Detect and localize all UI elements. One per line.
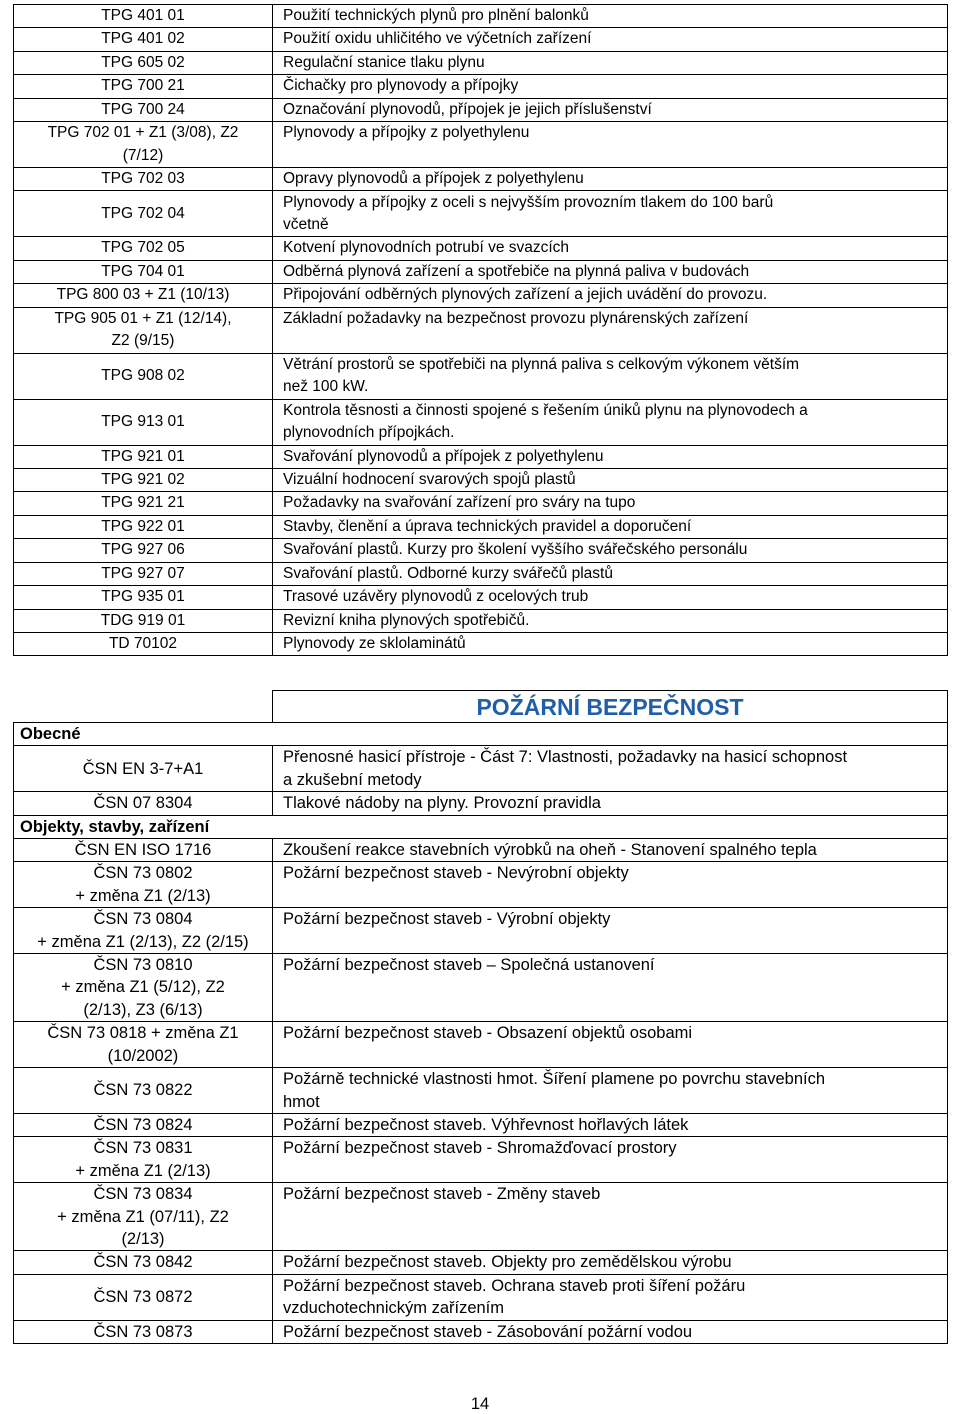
cell-line: Plynovody a přípojky z polyethylenu — [283, 124, 530, 142]
table-row — [14, 445, 948, 468]
standard-description — [273, 1183, 948, 1251]
cell-line: Označování plynovodů, přípojek je jejich příslušenství — [283, 100, 652, 118]
cell-line: Kontrola těsnosti a činnosti spojené s řešením úniků plynu na plynovodech a — [283, 401, 808, 419]
table-row — [14, 122, 948, 168]
cell-line: Tlakové nádoby na plyny. Provozní pravidla — [283, 794, 601, 813]
table-row — [14, 353, 948, 399]
standard-code — [14, 632, 273, 655]
standard-description — [273, 1068, 948, 1114]
table-row — [14, 75, 948, 98]
cell-line: ČSN 73 0818 + změna Z1 — [47, 1024, 239, 1043]
standard-code — [14, 28, 273, 51]
standard-code — [14, 51, 273, 74]
table-row — [14, 98, 948, 121]
table-row — [14, 399, 948, 445]
standard-description — [273, 5, 948, 28]
cell-line: TPG 702 05 — [101, 239, 185, 257]
standard-description — [273, 260, 948, 283]
cell-line: Požární bezpečnost staveb - Zásobování požární vodou — [283, 1322, 693, 1341]
table-row — [14, 562, 948, 585]
cell-line: TPG 702 04 — [101, 204, 185, 222]
table-row — [14, 1183, 948, 1251]
table-row — [14, 469, 948, 492]
standard-description — [273, 1251, 948, 1274]
standard-description — [273, 191, 948, 237]
standard-code — [14, 839, 273, 862]
cell-line: TPG 935 01 — [101, 588, 185, 606]
standard-code — [14, 609, 273, 632]
group-title-row — [14, 815, 948, 838]
standard-description — [273, 515, 948, 538]
cell-line: Použití oxidu uhličitého ve výčetních zařízení — [283, 30, 592, 48]
cell-line: Opravy plynovodů a přípojek z polyethylenu — [283, 170, 584, 188]
standard-description — [273, 445, 948, 468]
group-title: Obecné — [14, 723, 273, 746]
standard-description — [273, 168, 948, 191]
standard-description — [273, 353, 948, 399]
standard-code — [14, 353, 273, 399]
table-row — [14, 1022, 948, 1068]
table-row — [14, 5, 948, 28]
table-row — [14, 1137, 948, 1183]
cell-line: Požární bezpečnost staveb - Změny staveb — [283, 1185, 601, 1204]
standard-code — [14, 191, 273, 237]
table-row — [14, 1251, 948, 1274]
standard-code — [14, 98, 273, 121]
standard-code — [14, 1068, 273, 1114]
table-row — [14, 908, 948, 954]
standard-description — [273, 122, 948, 168]
cell-line: ČSN 73 0872 — [93, 1287, 193, 1306]
cell-line: Použití technických plynů pro plnění balonků — [283, 7, 589, 24]
standard-description — [273, 1274, 948, 1320]
standard-description — [273, 862, 948, 908]
table-row — [14, 492, 948, 515]
standard-code — [14, 469, 273, 492]
standard-code — [14, 5, 273, 28]
table-row — [14, 632, 948, 655]
standard-description — [273, 792, 948, 815]
standard-code — [14, 168, 273, 191]
standard-code — [14, 562, 273, 585]
cell-line: Požadavky na svařování zařízení pro sváry na tupo — [283, 494, 636, 512]
cell-line: TPG 401 02 — [101, 30, 185, 48]
standard-code — [14, 515, 273, 538]
standard-code — [14, 1183, 273, 1251]
cell-line: Požární bezpečnost staveb - Obsazení objektů osobami — [283, 1024, 693, 1043]
standard-description — [273, 908, 948, 954]
cell-line: TPG 704 01 — [101, 262, 185, 280]
cell-line: Požárně technické vlastnosti hmot. Šíření plamene po povrchu stavebních — [283, 1070, 826, 1089]
cell-line: Požární bezpečnost staveb. Výhřevnost hořlavých látek — [283, 1115, 689, 1134]
section-heading: POŽÁRNÍ BEZPEČNOST — [273, 691, 948, 723]
cell-line: Plynovody ze sklolaminátů — [283, 634, 466, 652]
cell-line: + změna Z1 (2/13), Z2 (2/15) — [37, 932, 249, 951]
standard-description — [273, 469, 948, 492]
standard-description — [273, 1022, 948, 1068]
table-row — [14, 515, 948, 538]
cell-line: TPG 905 01 + Z1 (12/14), — [54, 309, 232, 327]
cell-line: ČSN 73 0804 — [93, 910, 193, 929]
standard-code — [14, 954, 273, 1022]
cell-line: a zkušební metody — [283, 770, 422, 789]
standard-code — [14, 237, 273, 260]
standard-description — [273, 307, 948, 353]
table-row — [14, 954, 948, 1022]
cell-line: Plynovody a přípojky z oceli s nejvyšším provozním tlakem do 100 barů — [283, 193, 774, 211]
cell-line: TPG 927 06 — [101, 541, 185, 559]
cell-line: TPG 908 02 — [101, 366, 185, 384]
table-row — [14, 862, 948, 908]
page-number: 14 — [470, 1395, 490, 1413]
cell-line: Revizní kniha plynových spotřebičů. — [283, 611, 530, 629]
table-row — [14, 1274, 948, 1320]
cell-line: ČSN 73 0822 — [93, 1081, 193, 1100]
cell-line: TD 70102 — [108, 634, 178, 652]
fire-safety-table — [13, 690, 948, 1344]
standard-code — [14, 1320, 273, 1343]
table-row — [14, 168, 948, 191]
standard-code — [14, 492, 273, 515]
standard-description — [273, 586, 948, 609]
standard-description — [273, 492, 948, 515]
cell-line: Regulační stanice tlaku plynu — [283, 53, 485, 71]
standard-code — [14, 908, 273, 954]
cell-line: (2/13) — [121, 1229, 165, 1248]
table-row — [14, 307, 948, 353]
standard-description — [273, 51, 948, 74]
cell-line: ČSN 73 0810 — [93, 956, 193, 975]
table-row — [14, 1068, 948, 1114]
cell-line: Připojování odběrných plynových zařízení a jejich uvádění do provozu. — [283, 286, 768, 304]
table-row — [14, 792, 948, 815]
table-row — [14, 839, 948, 862]
standard-code — [14, 122, 273, 168]
cell-line: TPG 702 01 + Z1 (3/08), Z2 — [47, 124, 239, 142]
table-row — [14, 539, 948, 562]
standard-code — [14, 1137, 273, 1183]
standard-description — [273, 954, 948, 1022]
cell-line: + změna Z1 (5/12), Z2 — [61, 978, 225, 997]
cell-line: včetně — [283, 215, 329, 233]
group-title: Objekty, stavby, zařízení — [14, 815, 273, 838]
standard-code — [14, 746, 273, 792]
cell-line: Požární bezpečnost staveb. Ochrana staveb proti šíření požáru — [283, 1276, 746, 1295]
cell-line: ČSN 73 0842 — [93, 1253, 193, 1272]
cell-line: ČSN 73 0834 — [93, 1185, 193, 1204]
cell-line: plynovodních přípojkách. — [283, 424, 455, 442]
cell-line: TPG 605 02 — [101, 53, 185, 71]
table-row — [14, 51, 948, 74]
cell-line: (10/2002) — [107, 1046, 179, 1065]
cell-line: TPG 800 03 + Z1 (10/13) — [56, 286, 230, 304]
table-row — [14, 28, 948, 51]
table-row — [14, 586, 948, 609]
cell-line: + změna Z1 (2/13) — [75, 1161, 211, 1180]
cell-line: ČSN EN ISO 1716 — [74, 841, 212, 860]
cell-line: Svařování plastů. Kurzy pro školení vyššího svářečského personálu — [283, 541, 748, 559]
standard-description — [273, 28, 948, 51]
tpg-standards-table — [13, 4, 948, 656]
cell-line: (2/13), Z3 (6/13) — [83, 1000, 203, 1019]
cell-line: ČSN 07 8304 — [93, 794, 193, 813]
standard-code — [14, 862, 273, 908]
cell-line: TPG 401 01 — [101, 7, 185, 24]
table-row — [14, 260, 948, 283]
cell-line: Požární bezpečnost staveb - Nevýrobní objekty — [283, 864, 629, 883]
standard-code — [14, 399, 273, 445]
cell-line: Požární bezpečnost staveb - Výrobní objekty — [283, 910, 611, 929]
cell-line: + změna Z1 (07/11), Z2 — [57, 1207, 229, 1226]
cell-line: ČSN 73 0824 — [93, 1115, 193, 1134]
cell-line: Trasové uzávěry plynovodů z ocelových trub — [283, 588, 589, 606]
cell-line: (7/12) — [122, 146, 164, 164]
cell-line: TDG 919 01 — [100, 611, 186, 629]
table-row — [14, 746, 948, 792]
standard-description — [273, 98, 948, 121]
cell-line: TPG 921 01 — [101, 447, 185, 465]
standard-description — [273, 237, 948, 260]
standard-code — [14, 1113, 273, 1136]
cell-line: TPG 921 02 — [101, 471, 185, 489]
standard-description — [273, 1113, 948, 1136]
standard-description — [273, 75, 948, 98]
cell-line: Větrání prostorů se spotřebiči na plynná paliva s celkovým výkonem větším — [283, 355, 800, 373]
standard-description — [273, 839, 948, 862]
cell-line: Přenosné hasicí přístroje - Část 7: Vlastnosti, požadavky na hasicí schopnost — [283, 748, 848, 767]
table-row — [14, 1320, 948, 1343]
cell-line: TPG 927 07 — [101, 564, 185, 582]
standard-description — [273, 609, 948, 632]
standard-code — [14, 445, 273, 468]
standard-description — [273, 539, 948, 562]
standard-description — [273, 399, 948, 445]
standard-code — [14, 260, 273, 283]
standard-code — [14, 307, 273, 353]
cell-line: ČSN 73 0831 — [93, 1139, 193, 1158]
cell-line: Vizuální hodnocení svarových spojů plastů — [283, 471, 576, 489]
cell-line: TPG 702 03 — [101, 170, 185, 188]
standard-description — [273, 1320, 948, 1343]
standard-code — [14, 539, 273, 562]
cell-line: TPG 913 01 — [101, 412, 185, 430]
standard-description — [273, 284, 948, 307]
cell-line: vzduchotechnickým zařízením — [283, 1299, 505, 1318]
cell-line: Svařování plastů. Odborné kurzy svářečů plastů — [283, 564, 613, 582]
cell-line: Kotvení plynovodních potrubí ve svazcích — [283, 239, 570, 257]
cell-line: TPG 700 21 — [101, 77, 185, 95]
standard-code — [14, 586, 273, 609]
cell-line: Odběrná plynová zařízení a spotřebiče na plynná paliva v budovách — [283, 262, 750, 280]
cell-line: TPG 700 24 — [101, 100, 185, 118]
cell-line: Zkoušení reakce stavebních výrobků na oheň - Stanovení spalného tepla — [283, 841, 817, 860]
cell-line: hmot — [283, 1092, 320, 1111]
cell-line: + změna Z1 (2/13) — [75, 886, 211, 905]
cell-line: Z2 (9/15) — [111, 332, 175, 350]
standard-code — [14, 75, 273, 98]
standard-description — [273, 632, 948, 655]
cell-line: Stavby, členění a úprava technických pravidel a doporučení — [283, 517, 692, 535]
cell-line: Požární bezpečnost staveb. Objekty pro zemědělskou výrobu — [283, 1253, 732, 1272]
standard-code — [14, 792, 273, 815]
standard-code — [14, 1251, 273, 1274]
standard-code — [14, 284, 273, 307]
standard-code — [14, 1274, 273, 1320]
table-row — [14, 237, 948, 260]
standard-description — [273, 562, 948, 585]
cell-line: ČSN EN 3-7+A1 — [82, 759, 204, 778]
cell-line: než 100 kW. — [283, 378, 369, 396]
standard-description — [273, 746, 948, 792]
cell-line: Základní požadavky na bezpečnost provozu plynárenských zařízení — [283, 309, 749, 327]
table-row — [14, 284, 948, 307]
cell-line: Čichačky pro plynovody a přípojky — [283, 77, 519, 95]
cell-line: Svařování plynovodů a přípojek z polyethylenu — [283, 447, 604, 465]
cell-line: Požární bezpečnost staveb - Shromažďovací prostory — [283, 1139, 677, 1158]
cell-line: Požární bezpečnost staveb – Společná ustanovení — [283, 956, 655, 975]
table-row — [14, 609, 948, 632]
cell-line: TPG 921 21 — [101, 494, 185, 512]
cell-line: ČSN 73 0873 — [93, 1322, 193, 1341]
group-title-row — [14, 723, 948, 746]
standard-description — [273, 1137, 948, 1183]
standard-code — [14, 1022, 273, 1068]
table-row — [14, 191, 948, 237]
cell-line: TPG 922 01 — [101, 517, 185, 535]
cell-line: ČSN 73 0802 — [93, 864, 193, 883]
table-row — [14, 1113, 948, 1136]
